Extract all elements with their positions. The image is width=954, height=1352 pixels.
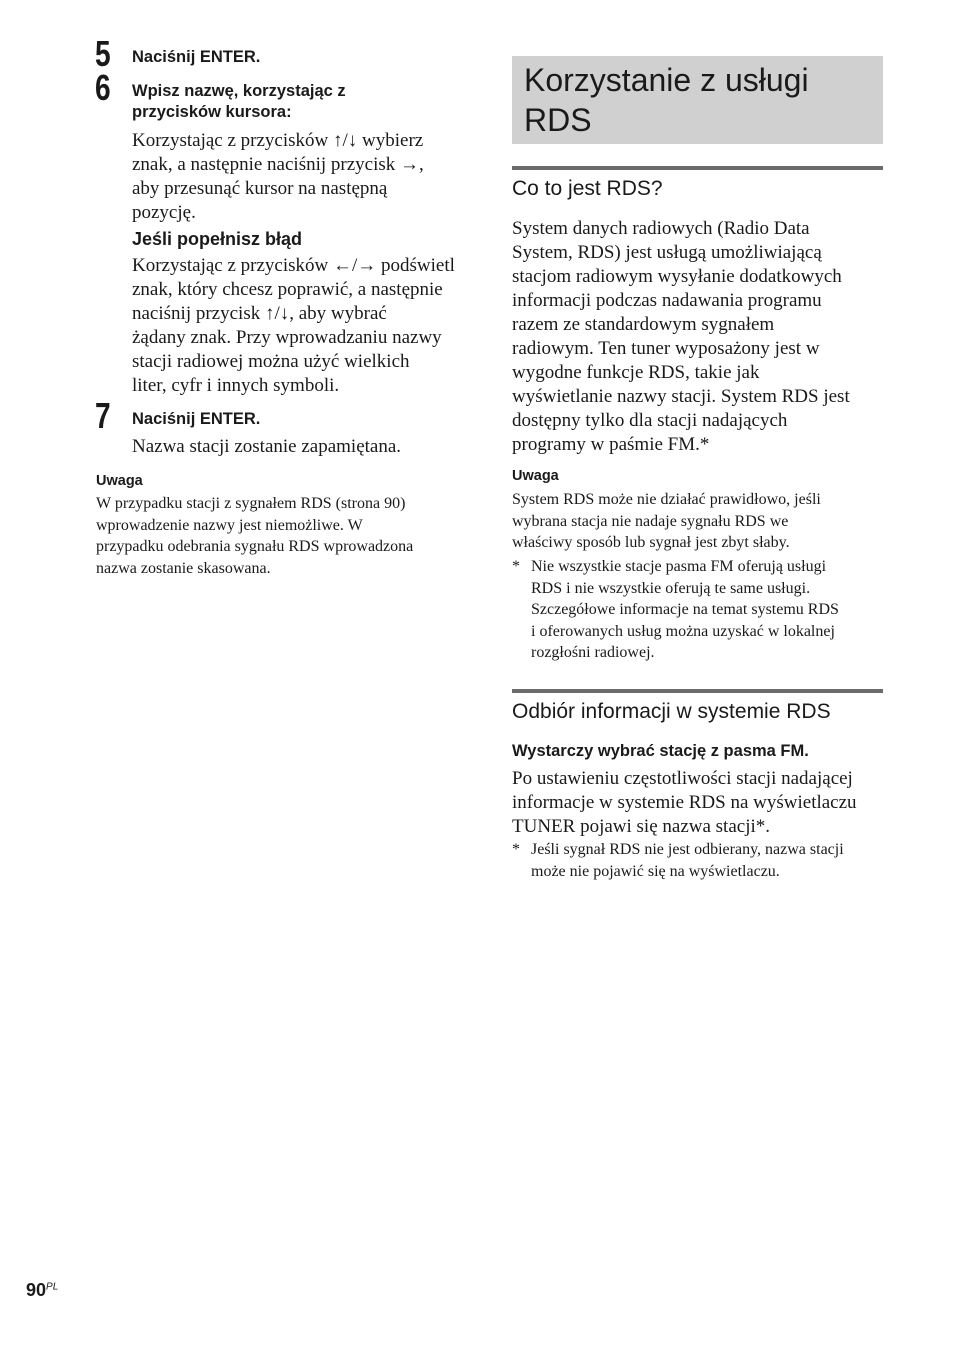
footnote-line: i oferowanych usług można uzyskać w lokalnej <box>531 622 835 640</box>
rds-what-line: radiowym. Ten tuner wyposażony jest w <box>512 338 820 359</box>
divider-rule <box>512 689 883 693</box>
step-7-body: Nazwa stacji zostanie zapamiętana. <box>132 436 402 457</box>
rds-receive-subheading: Wystarczy wybrać stację z pasma FM. <box>512 742 809 760</box>
page-number-block <box>26 1280 58 1301</box>
step-6-body-line: pozycję. <box>132 202 196 223</box>
rds-receive-heading: Odbiór informacji w systemie RDS <box>512 700 831 723</box>
rds-what-line: System, RDS) jest usługą umożliwiającą <box>512 242 822 263</box>
step-6-body-line: znak, a następnie naciśnij przycisk →, <box>132 154 424 175</box>
rds-receive-line: informacje w systemie RDS na wyświetlaczu <box>512 792 857 813</box>
rds-footnote <box>512 556 884 664</box>
rds-note-line: wybrana stacja nie nadaje sygnału RDS we <box>512 512 789 530</box>
error-body-line: liter, cyfr i innych symboli. <box>132 375 340 396</box>
section-title-line1: Korzystanie z usługi <box>524 62 809 98</box>
error-body-line: naciśnij przycisk ↑/↓, aby wybrać <box>132 303 387 324</box>
footnote-line: może nie pojawić się na wyświetlaczu. <box>531 862 780 880</box>
step-6-number: 6 <box>95 67 111 108</box>
section-title-box <box>512 56 883 144</box>
footnote-line: rozgłośni radiowej. <box>531 644 655 661</box>
error-body <box>132 254 477 398</box>
rds-what-body <box>512 217 884 457</box>
error-body-line: stacji radiowej można użyć wielkich <box>132 351 410 372</box>
rds-what-line: informacji podczas nadawania programu <box>512 290 822 311</box>
left-note-line: przypadku odebrania sygnału RDS wprowadzona <box>96 538 414 555</box>
left-note-line: nazwa zostanie skasowana. <box>96 559 271 577</box>
rds-what-line: System danych radiowych (Radio Data <box>512 218 810 239</box>
step-6-title-line1: Wpisz nazwę, korzystając z <box>132 82 346 100</box>
rds-receive-footnote <box>512 839 892 882</box>
rds-note-text <box>512 489 884 554</box>
rds-what-line: stacjom radiowym wysyłanie dodatkowych <box>512 266 842 287</box>
rds-receive-body <box>512 767 892 839</box>
footnote-line: Nie wszystkie stacje pasma FM oferują usługi <box>531 558 827 575</box>
left-note-text <box>96 493 476 579</box>
left-note-heading: Uwaga <box>96 473 143 489</box>
error-body-line: żądany znak. Przy wprowadzaniu nazwy <box>132 327 442 348</box>
left-note-line: W przypadku stacji z sygnałem RDS (strona 90) <box>96 495 406 512</box>
rds-what-heading: Co to jest RDS? <box>512 177 663 200</box>
rds-note-heading: Uwaga <box>512 468 559 484</box>
rds-what-line: razem ze standardowym sygnałem <box>512 314 775 335</box>
section-title-line2: RDS <box>524 102 592 138</box>
step-6-body <box>132 129 472 225</box>
step-7-number: 7 <box>95 395 111 436</box>
step-6-title-line2: przycisków kursora: <box>132 103 292 121</box>
error-subheading: Jeśli popełnisz błąd <box>132 229 303 249</box>
footnote-line: Jeśli sygnał RDS nie jest odbierany, nazwa stacji <box>531 841 844 858</box>
footnote-line: RDS i nie wszystkie oferują te same usługi. <box>531 579 811 597</box>
step-5-number: 5 <box>95 33 111 74</box>
rds-note-line: właściwy sposób lub sygnał jest zbyt słaby. <box>512 534 790 551</box>
rds-what-line: wygodne funkcje RDS, takie jak <box>512 362 760 383</box>
error-body-line: Korzystając z przycisków ←/→ podświetl <box>132 255 455 276</box>
rds-what-line: programy w paśmie FM.* <box>512 434 710 455</box>
rds-note-line: System RDS może nie działać prawidłowo, jeśli <box>512 491 821 508</box>
step-7-title: Naciśnij ENTER. <box>132 410 261 428</box>
error-body-line: znak, który chcesz poprawić, a następnie <box>132 279 443 300</box>
footnote-star: * <box>512 841 520 858</box>
step-6-body-line: Korzystając z przycisków ↑/↓ wybierz <box>132 130 424 151</box>
rds-receive-line: TUNER pojawi się nazwa stacji*. <box>512 816 771 837</box>
rds-what-line: wyświetlanie nazwy stacji. System RDS jest <box>512 386 850 407</box>
page-language-suffix: PL <box>46 1281 59 1293</box>
step-5-title: Naciśnij ENTER. <box>132 48 261 66</box>
step-6-body-line: aby przesunąć kursor na następną <box>132 178 388 199</box>
page-number: 90 <box>26 1280 47 1300</box>
rds-receive-line: Po ustawieniu częstotliwości stacji nadającej <box>512 768 853 789</box>
footnote-line: Szczegółowe informacje na temat systemu RDS <box>531 601 839 618</box>
divider-rule <box>512 166 883 170</box>
footnote-star: * <box>512 558 520 575</box>
rds-what-line: dostępny tylko dla stacji nadających <box>512 410 788 431</box>
left-note-line: wprowadzenie nazwy jest niemożliwe. W <box>96 516 363 534</box>
